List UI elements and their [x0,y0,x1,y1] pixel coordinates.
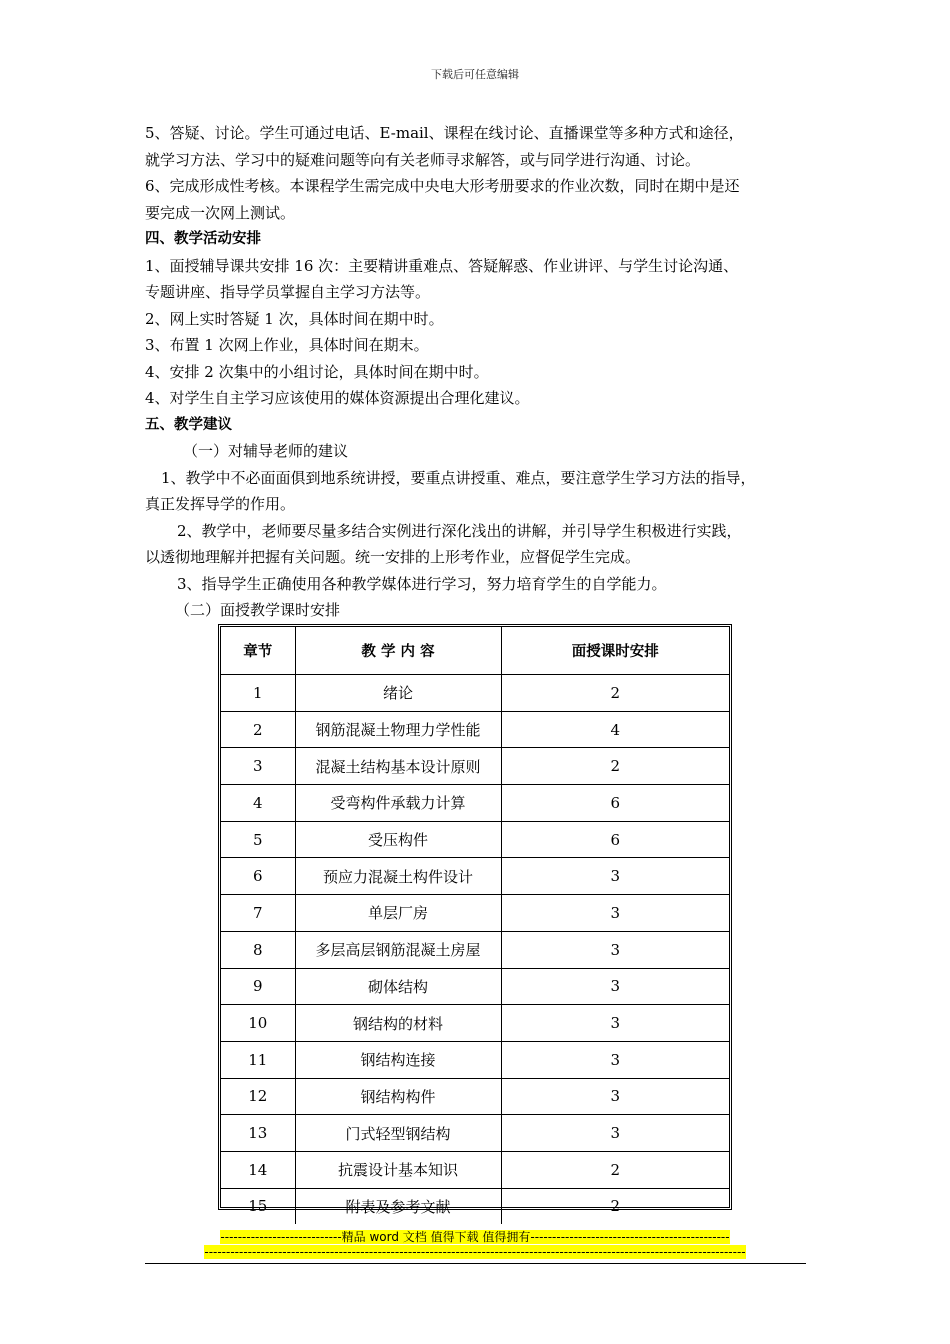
cell-chapter: 10 [221,1005,295,1042]
table-row [221,1005,729,1042]
table-row [221,1188,729,1224]
cell-chapter: 15 [221,1188,295,1224]
cell-chapter: 5 [221,821,295,858]
subsection-heading: （二）面授教学课时安排 [175,601,341,619]
cell-content: 多层高层钢筋混凝土房屋 [295,931,501,968]
cell-chapter: 9 [221,968,295,1005]
footer-line-1: ----------------------------精品 word 文档 值得下载 值得拥有---------------------------------------------- [220,1230,730,1244]
table-row [221,711,729,748]
cell-content: 单层厂房 [295,895,501,932]
cell-content: 砌体结构 [295,968,501,1005]
cell-hours: 4 [501,711,729,748]
footer-banner-2 [0,1245,950,1259]
table-row [221,1115,729,1152]
cell-chapter: 7 [221,895,295,932]
table-row [221,785,729,822]
table-row [221,821,729,858]
paragraph-line: 6、完成形成性考核。本课程学生需完成中央电大形考册要求的作业次数，同时在期中是还 [145,177,740,195]
cell-chapter: 12 [221,1078,295,1115]
cell-content: 抗震设计基本知识 [295,1151,501,1188]
cell-content: 钢结构连接 [295,1041,501,1078]
column-header-hours: 面授课时安排 [501,627,729,675]
cell-chapter: 3 [221,748,295,785]
table-row [221,1041,729,1078]
table-row [221,931,729,968]
cell-hours: 3 [501,1005,729,1042]
cell-hours: 3 [501,968,729,1005]
paragraph-line: 3、指导学生正确使用各种教学媒体进行学习，努力培育学生的自学能力。 [177,574,667,593]
paragraph-line: 要完成一次网上测试。 [145,203,296,222]
header-note: 下载后可任意编辑 [431,68,519,81]
cell-content: 门式轻型钢结构 [295,1115,501,1152]
cell-hours: 3 [501,1078,729,1115]
cell-hours: 6 [501,785,729,822]
cell-content: 混凝土结构基本设计原则 [295,748,501,785]
paragraph-line: 专题讲座、指导学员掌握自主学习方法等。 [145,283,431,301]
paragraph-line: 就学习方法、学习中的疑难问题等向有关老师寻求解答，或与同学进行沟通、讨论。 [145,150,701,169]
cell-hours: 6 [501,821,729,858]
table-row [221,748,729,785]
paragraph-line: 5、答疑、讨论。学生可通过电话、E-mail、课程在线讨论、直播课堂等多种方式和途径， [145,124,744,142]
footer-line-2: ----------------------------------------------------------------------------------------------------------------------------- [204,1245,746,1259]
cell-chapter: 11 [221,1041,295,1078]
cell-hours: 2 [501,1188,729,1224]
cell-hours: 3 [501,1115,729,1152]
cell-content: 绪论 [295,675,501,712]
table-row [221,675,729,712]
footer-banner [0,1228,950,1245]
paragraph-line: 以透彻地理解并把握有关问题。统一安排的上形考作业，应督促学生完成。 [145,548,641,566]
column-header-content: 教 学 内 容 [295,627,501,675]
cell-chapter: 1 [221,675,295,712]
table-row [221,1078,729,1115]
schedule-table-frame [218,624,732,1216]
cell-content: 受压构件 [295,821,501,858]
cell-content: 钢结构的材料 [295,1005,501,1042]
column-header-chapter: 章节 [221,627,295,675]
paragraph-line: 2、教学中，老师要尽量多结合实例进行深化浅出的讲解，并引导学生积极进行实践， [177,521,742,540]
cell-content: 受弯构件承载力计算 [295,785,501,822]
cell-chapter: 4 [221,785,295,822]
document-body [145,120,825,624]
cell-content: 钢结构构件 [295,1078,501,1115]
table-row [221,858,729,895]
table-row [221,968,729,1005]
paragraph-line: 1、教学中不必面面俱到地系统讲授，要重点讲授重、难点，要注意学生学习方法的指导， [161,468,756,487]
paragraph-line: 真正发挥导学的作用。 [145,495,296,513]
cell-chapter: 8 [221,931,295,968]
cell-content: 预应力混凝土构件设计 [295,858,501,895]
cell-hours: 3 [501,858,729,895]
table-header-row [221,627,729,675]
cell-hours: 3 [501,895,729,932]
cell-chapter: 14 [221,1151,295,1188]
cell-hours: 3 [501,1041,729,1078]
cell-chapter: 13 [221,1115,295,1152]
paragraph-line: 1、面授辅导课共安排 16 次：主要精讲重难点、答疑解惑、作业讲评、与学生讨论沟通、 [145,256,739,275]
cell-hours: 2 [501,748,729,785]
cell-content: 钢筋混凝土物理力学性能 [295,711,501,748]
subsection-heading: （一）对辅导老师的建议 [183,442,349,460]
cell-hours: 3 [501,931,729,968]
paragraph-line: 4、对学生自主学习应该使用的媒体资源提出合理化建议。 [145,389,530,407]
paragraph-line: 4、安排 2 次集中的小组讨论，具体时间在期中时。 [145,362,489,381]
cell-content: 附表及参考文献 [295,1188,501,1224]
paragraph-line: 3、布置 1 次网上作业，具体时间在期末。 [145,336,429,354]
schedule-table [221,627,729,1224]
paragraph-line: 2、网上实时答疑 1 次，具体时间在期中时。 [145,309,444,328]
cell-chapter: 2 [221,711,295,748]
cell-hours: 2 [501,1151,729,1188]
footer-rule [145,1263,806,1264]
section-heading: 四、教学活动安排 [145,231,261,247]
table-row [221,895,729,932]
cell-chapter: 6 [221,858,295,895]
section-heading: 五、教学建议 [145,416,232,433]
table-row [221,1151,729,1188]
cell-hours: 2 [501,675,729,712]
